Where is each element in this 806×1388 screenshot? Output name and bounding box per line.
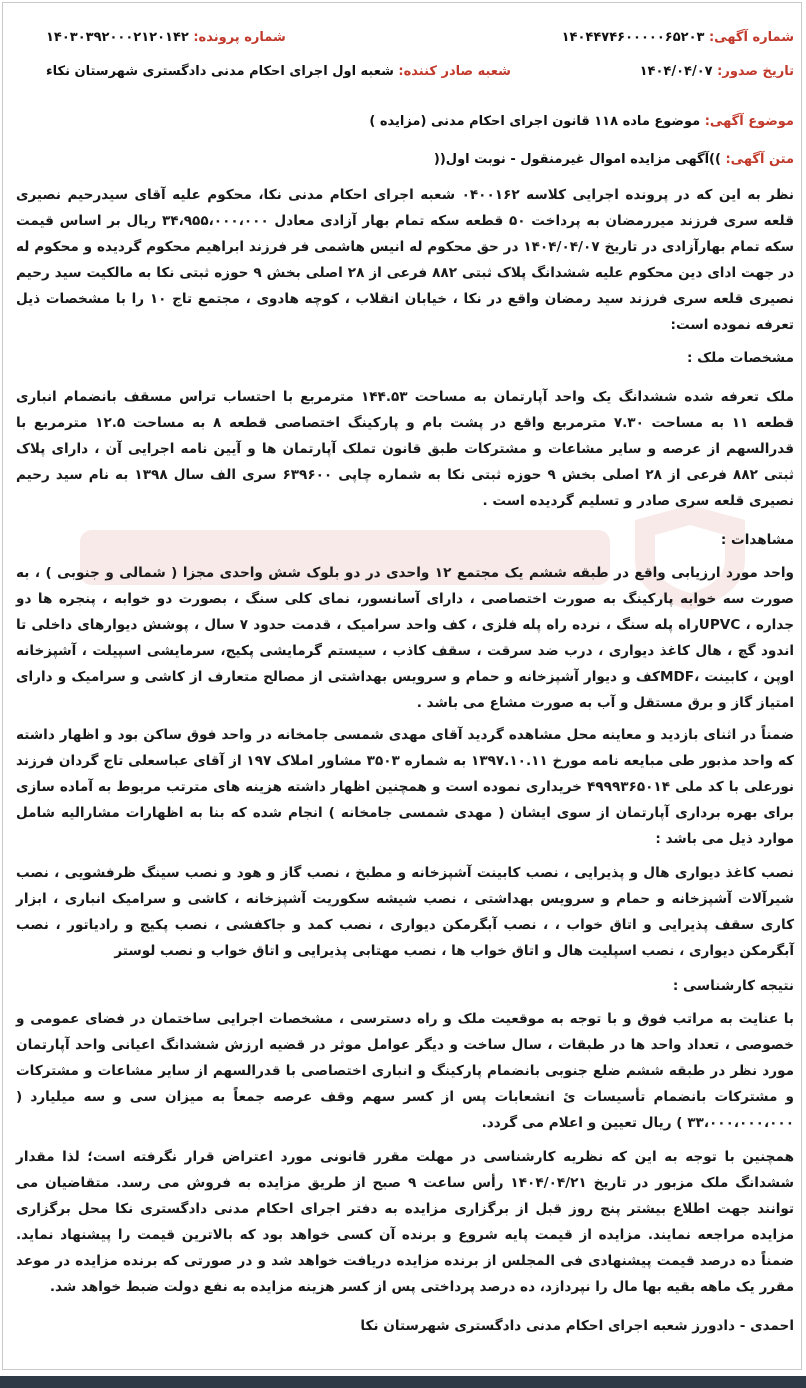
case-number-field — [46, 30, 286, 45]
property-section-title: مشخصات ملک : — [687, 350, 794, 366]
ad-text-value: ))آگهی مزایده اموال غیرمنقول - نوبت اول(( — [433, 152, 721, 167]
document-body — [16, 30, 794, 1342]
ad-text-line — [16, 152, 794, 182]
signature-line: احمدی - دادورز شعبه اجرای احکام مدنی دادگستری شهرستان نکا — [360, 1318, 794, 1334]
issue-date-field — [640, 64, 794, 79]
subject-value: موضوع ماده ۱۱۸ قانون اجرای احکام مدنی (مزایده ) — [369, 114, 701, 129]
visit-paragraph: ضمناً در اثنای بازدید و معاینه محل مشاهده گردید آقای مهدی شمسی جامخانه در واحد فوق ساکن بود و اظهار داشته که واحد مذبور طی مبایعه نامه مورخ ۱۳۹۷.۱۰.۱۱ به شماره ۳۵۰۳ مشاور املاک ۱۹۷ از آقای عباسعلی تاج گردان فرزند نورعلی با کد ملی ۴۹۹۹۳۶۵۰۱۴ خریداری نموده است و همچنین اظهار داشته هزینه های مترتب مربوط به آماده سازی برای بهره برداری آپارتمان از سوی ایشان ( مهدی شمسی جامخانه ) انجام شده که بنا به اظهارات مشارالیه شامل موارد ذیل می باشد : — [16, 727, 795, 847]
ad-number-field — [562, 30, 794, 45]
subject-label: موضوع آگهی: — [704, 114, 794, 129]
issuer-field — [46, 64, 511, 79]
case-number-label: شماره پرونده: — [193, 30, 286, 45]
property-paragraph: ملک تعرفه شده ششدانگ یک واحد آپارتمان به مساحت ۱۴۴.۵۳ مترمربع با احتساب تراس مسقف بانضمام انباری قطعه ۱۱ به مساحت ۷.۳۰ مترمربع واقع در پشت بام و پارکینگ اختصاصی قطعه ۸ به مساحت ۱۲.۵ مترمربع با قدرالسهم از عرصه و سایر مشاعات و مشترکات طبق قانون تملک آپارتمان ها و آیین نامه اجرایی آن ، دارای پلاک ثبتی ۸۸۲ فرعی از ۲۸ اصلی بخش ۹ حوزه ثبتی نکا به شماره چاپی ۶۳۹۶۰۰ سری الف سال ۱۳۹۸ به نام سید رحیم نصیری قلعه سری صادر و تسلیم گردیده است . — [16, 389, 795, 509]
bottom-bar — [0, 1376, 806, 1388]
case-number-value: ۱۴۰۳۰۳۹۲۰۰۰۲۱۲۰۱۴۲ — [46, 30, 189, 45]
observations-section-title: مشاهدات : — [720, 532, 794, 548]
auction-paragraph: همچنین با توجه به این که نظریه کارشناسی در مهلت مقرر قانونی مورد اعتراض قرار نگرفته است؛ لذا مقدار ششدانگ ملک مزبور در تاریخ ۱۴۰۴/۰۴/۲۱ رأس ساعت ۹ صبح از طریق مزایده به فروش می رسد. متقاضیان می توانند جهت اطلاع بیشتر پنج روز قبل از برگزاری مزایده به دفتر اجرای احکام مدنی دادگستری نکا محل برگزاری مزایده مراجعه نمایند. مزایده از قیمت پایه شروع و برنده آن کسی خواهد بود که بالاترین قیمت را پیشنهاد نماید. ضمناً ده درصد قیمت پیشنهادی فی المجلس از برنده مزایده دریافت خواهد شد و در صورتی که برنده مزایده در موعد مقرر یک ماهه بقیه بها مال را نپردازد، ده درصد پرداختی پس از کسر هزینه مزایده به نفع دولت ضبط خواهد شد. — [16, 1149, 794, 1295]
subject-line — [16, 114, 794, 144]
header-row-2 — [16, 64, 794, 98]
ad-number-value: ۱۴۰۴۴۷۴۶۰۰۰۰۰۶۵۲۰۳ — [561, 30, 705, 45]
result-paragraph: با عنایت به مراتب فوق و با توجه به موقعیت ملک و راه دسترسی ، مشخصات اجرایی ساختمان در فضای عمومی و خصوصی ، تعداد واحد ها در طبقات ، سال ساخت و دیگر عوامل موثر در قضیه ارزش ششدانگ اعیانی واحد آپارتمان مورد نظر در طبقه ششم ضلع جنوبی بانضمام پارکینگ و انباری اختصاصی با قدرالسهم از سایر مشاعات و مشترکات و مشترکات بانضمام تأسیسات ئ انشعابات پس از کسر سهم وقف عرصه جمعاً به میزان سی و سه میلیارد ( ۳۳،۰۰۰،۰۰۰،۰۰۰ ) ریال تعیین و اعلام می گردد. — [16, 1011, 794, 1131]
issuer-value: شعبه اول اجرای احکام مدنی دادگستری شهرستان نکاء — [46, 64, 394, 79]
intro-paragraph: نظر به این که در پرونده اجرایی کلاسه ۰۴۰۰۱۶۲ شعبه اجرای احکام مدنی نکا، محکوم علیه آقای سیدرحیم نصیری قلعه سری فرزند میررمضان به پرداخت ۵۰ قطعه سکه تمام بهار آزادی معادل ۳۴،۹۵۵،۰۰۰،۰۰۰ ریال بر اساس قیمت سکه تمام بهارآزادی در تاریخ ۱۴۰۴/۰۴/۰۷ در حق محکوم له انیس هاشمی فر فرزند ابراهیم محکوم گردیده و محکوم له در جهت ادای دین محکوم علیه ششدانگ پلاک ثبتی ۸۸۲ فرعی از ۲۸ اصلی بخش ۹ حوزه ثبتی نکا به مالکیت سید رحیم نصیری قلعه سری فرزند سید رمضان واقع در نکا ، خیابان انقلاب ، کوچه هادوی ، مجتمع تاج ۱۰ را با مشخصات ذیل تعرفه نموده است: — [16, 187, 794, 333]
items-paragraph: نصب کاغذ دیواری هال و پذیرایی ، نصب کابینت آشپزخانه و مطبخ ، نصب گاز و هود و نصب سینگ ظرفشویی ، نصب شیرآلات آشپزخانه و حمام و سرویس بهداشتی ، نصب شیشه سکوریت آشپزخانه ، کاشی و سرامیک انباری ، ابزار کاری سقف پذیرایی و اتاق خواب ، ، نصب آبگرمکن دیواری ، نصب کمد و جاکفشی ، نصب پکیج و رادیاتور ، نصب آبگرمکن دیواری ، نصب اسپلیت هال و اتاق خواب ها ، نصب مهتابی پذیرایی و اتاق خواب و نصب لوستر — [16, 865, 794, 959]
issue-date-label: تاریخ صدور: — [717, 64, 794, 79]
header-row-1 — [16, 30, 794, 64]
ad-text-label: متن آگهی: — [725, 152, 794, 167]
observations-paragraph: واحد مورد ارزیابی واقع در طبقه ششم یک مجتمع ۱۲ واحدی در دو بلوک شش واحدی مجزا ( شمالی و جنوبی ) ، به صورت سه خوابه پارکینگ به صورت اختصاصی ، دارای آسانسور، نمای کلی سنگ ، بصورت دو خوابه ، پنجره ها دو جداره ، UPVCراه پله سنگ ، نرده راه پله فلزی ، کف واحد سرامیک ، قدمت حدود ۷ سال ، پوشش دیوارهای داخلی تا اندود گچ ، هال کاغذ دیواری ، درب ضد سرقت ، سقف کاذب ، سیستم گرمایشی پکیج، سرمایشی اسپیلت ، آشپزخانه اوپن ، کابینت ،MDFکف و دیوار آشپزخانه و حمام و سرویس بهداشتی از مصالح متعارف از کاشی و سرامیک و دارای امتیاز گاز و برق مستقل و آب به صورت مشاع می باشد . — [16, 565, 794, 711]
ad-number-label: شماره آگهی: — [708, 30, 794, 45]
issue-date-value: ۱۴۰۴/۰۴/۰۷ — [639, 64, 713, 79]
issuer-label: شعبه صادر کننده: — [398, 64, 511, 79]
result-section-title: نتیجه کارشناسی : — [672, 978, 794, 994]
